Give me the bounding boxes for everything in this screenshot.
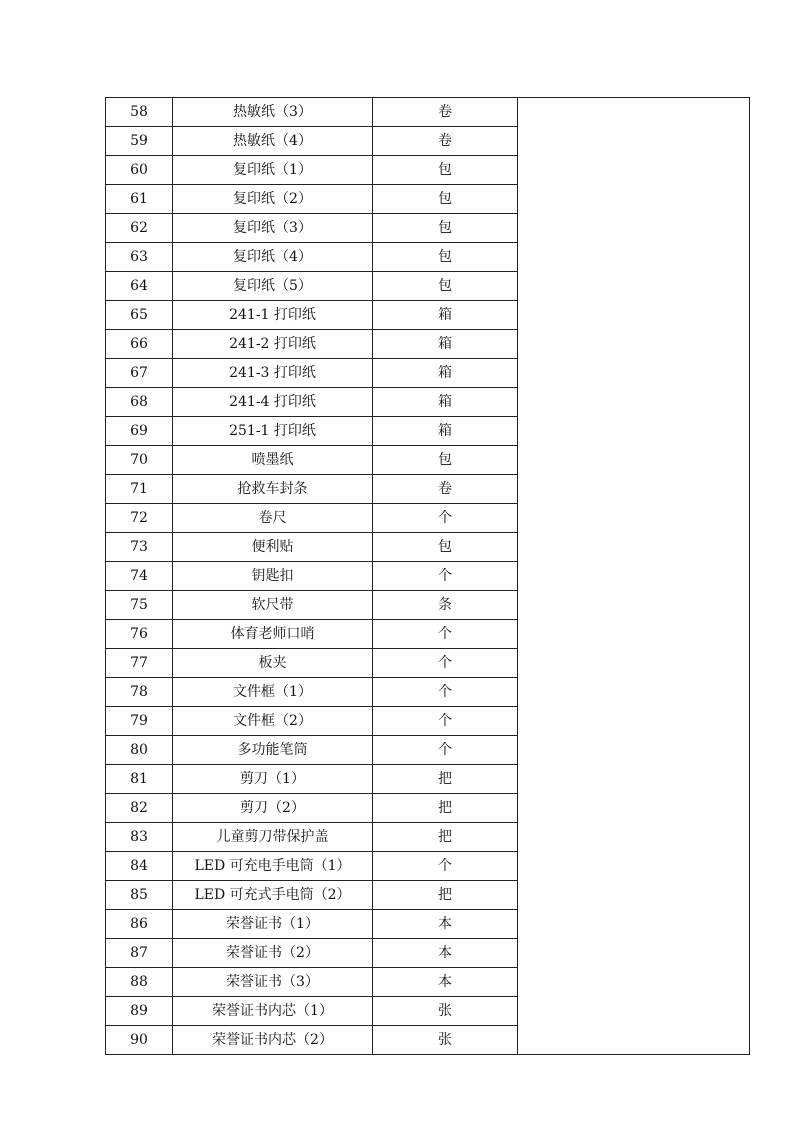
item-name-cell: 喷墨纸 <box>173 446 373 475</box>
item-name-cell: 多功能笔筒 <box>173 736 373 765</box>
unit-cell: 个 <box>373 620 518 649</box>
row-number-cell: 82 <box>106 794 173 823</box>
row-number-cell: 71 <box>106 475 173 504</box>
unit-cell: 张 <box>373 1026 518 1055</box>
item-name-cell: 体育老师口哨 <box>173 620 373 649</box>
unit-cell: 把 <box>373 765 518 794</box>
row-number-cell: 85 <box>106 881 173 910</box>
unit-cell: 条 <box>373 591 518 620</box>
table-body <box>106 98 750 1055</box>
item-name-cell: 剪刀（1） <box>173 765 373 794</box>
item-name-cell: 便利贴 <box>173 533 373 562</box>
item-name-cell: 剪刀（2） <box>173 794 373 823</box>
unit-cell: 包 <box>373 214 518 243</box>
item-name-cell: 文件框（2） <box>173 707 373 736</box>
unit-cell: 个 <box>373 852 518 881</box>
unit-cell: 个 <box>373 736 518 765</box>
unit-cell: 本 <box>373 910 518 939</box>
row-number-cell: 87 <box>106 939 173 968</box>
unit-cell: 包 <box>373 156 518 185</box>
unit-cell: 包 <box>373 185 518 214</box>
item-name-cell: 钥匙扣 <box>173 562 373 591</box>
unit-cell: 箱 <box>373 388 518 417</box>
unit-cell: 箱 <box>373 417 518 446</box>
item-name-cell: LED 可充电手电筒（1） <box>173 852 373 881</box>
item-name-cell: 241-2 打印纸 <box>173 330 373 359</box>
row-number-cell: 75 <box>106 591 173 620</box>
unit-cell: 卷 <box>373 127 518 156</box>
item-name-cell: 复印纸（1） <box>173 156 373 185</box>
unit-cell: 包 <box>373 446 518 475</box>
item-name-cell: 荣誉证书（2） <box>173 939 373 968</box>
row-number-cell: 84 <box>106 852 173 881</box>
merged-blank-cell <box>518 98 750 1055</box>
unit-cell: 个 <box>373 678 518 707</box>
row-number-cell: 81 <box>106 765 173 794</box>
item-name-cell: 241-1 打印纸 <box>173 301 373 330</box>
unit-cell: 个 <box>373 649 518 678</box>
item-name-cell: 文件框（1） <box>173 678 373 707</box>
item-name-cell: 抢救车封条 <box>173 475 373 504</box>
unit-cell: 把 <box>373 881 518 910</box>
row-number-cell: 62 <box>106 214 173 243</box>
row-number-cell: 64 <box>106 272 173 301</box>
item-name-cell: 复印纸（2） <box>173 185 373 214</box>
item-name-cell: LED 可充式手电筒（2） <box>173 881 373 910</box>
row-number-cell: 63 <box>106 243 173 272</box>
unit-cell: 箱 <box>373 301 518 330</box>
row-number-cell: 69 <box>106 417 173 446</box>
row-number-cell: 74 <box>106 562 173 591</box>
row-number-cell: 58 <box>106 98 173 127</box>
unit-cell: 个 <box>373 504 518 533</box>
item-name-cell: 荣誉证书内芯（1） <box>173 997 373 1026</box>
item-name-cell: 软尺带 <box>173 591 373 620</box>
unit-cell: 包 <box>373 272 518 301</box>
row-number-cell: 65 <box>106 301 173 330</box>
item-name-cell: 241-3 打印纸 <box>173 359 373 388</box>
item-name-cell: 荣誉证书（3） <box>173 968 373 997</box>
item-name-cell: 荣誉证书（1） <box>173 910 373 939</box>
unit-cell: 箱 <box>373 359 518 388</box>
row-number-cell: 66 <box>106 330 173 359</box>
unit-cell: 本 <box>373 968 518 997</box>
unit-cell: 包 <box>373 533 518 562</box>
item-table <box>105 97 750 1055</box>
row-number-cell: 86 <box>106 910 173 939</box>
item-name-cell: 热敏纸（3） <box>173 98 373 127</box>
item-name-cell: 251-1 打印纸 <box>173 417 373 446</box>
item-name-cell: 荣誉证书内芯（2） <box>173 1026 373 1055</box>
unit-cell: 张 <box>373 997 518 1026</box>
item-name-cell: 复印纸（3） <box>173 214 373 243</box>
row-number-cell: 73 <box>106 533 173 562</box>
unit-cell: 个 <box>373 562 518 591</box>
item-name-cell: 板夹 <box>173 649 373 678</box>
unit-cell: 本 <box>373 939 518 968</box>
row-number-cell: 83 <box>106 823 173 852</box>
item-name-cell: 241-4 打印纸 <box>173 388 373 417</box>
item-name-cell: 复印纸（4） <box>173 243 373 272</box>
row-number-cell: 67 <box>106 359 173 388</box>
row-number-cell: 59 <box>106 127 173 156</box>
item-name-cell: 热敏纸（4） <box>173 127 373 156</box>
unit-cell: 卷 <box>373 98 518 127</box>
item-name-cell: 儿童剪刀带保护盖 <box>173 823 373 852</box>
row-number-cell: 88 <box>106 968 173 997</box>
unit-cell: 箱 <box>373 330 518 359</box>
row-number-cell: 60 <box>106 156 173 185</box>
unit-cell: 个 <box>373 707 518 736</box>
row-number-cell: 89 <box>106 997 173 1026</box>
row-number-cell: 78 <box>106 678 173 707</box>
unit-cell: 把 <box>373 823 518 852</box>
row-number-cell: 90 <box>106 1026 173 1055</box>
item-name-cell: 复印纸（5） <box>173 272 373 301</box>
unit-cell: 包 <box>373 243 518 272</box>
row-number-cell: 77 <box>106 649 173 678</box>
row-number-cell: 72 <box>106 504 173 533</box>
row-number-cell: 79 <box>106 707 173 736</box>
item-name-cell: 卷尺 <box>173 504 373 533</box>
unit-cell: 把 <box>373 794 518 823</box>
unit-cell: 卷 <box>373 475 518 504</box>
row-number-cell: 80 <box>106 736 173 765</box>
row-number-cell: 68 <box>106 388 173 417</box>
row-number-cell: 61 <box>106 185 173 214</box>
row-number-cell: 76 <box>106 620 173 649</box>
table-row <box>106 98 750 127</box>
row-number-cell: 70 <box>106 446 173 475</box>
